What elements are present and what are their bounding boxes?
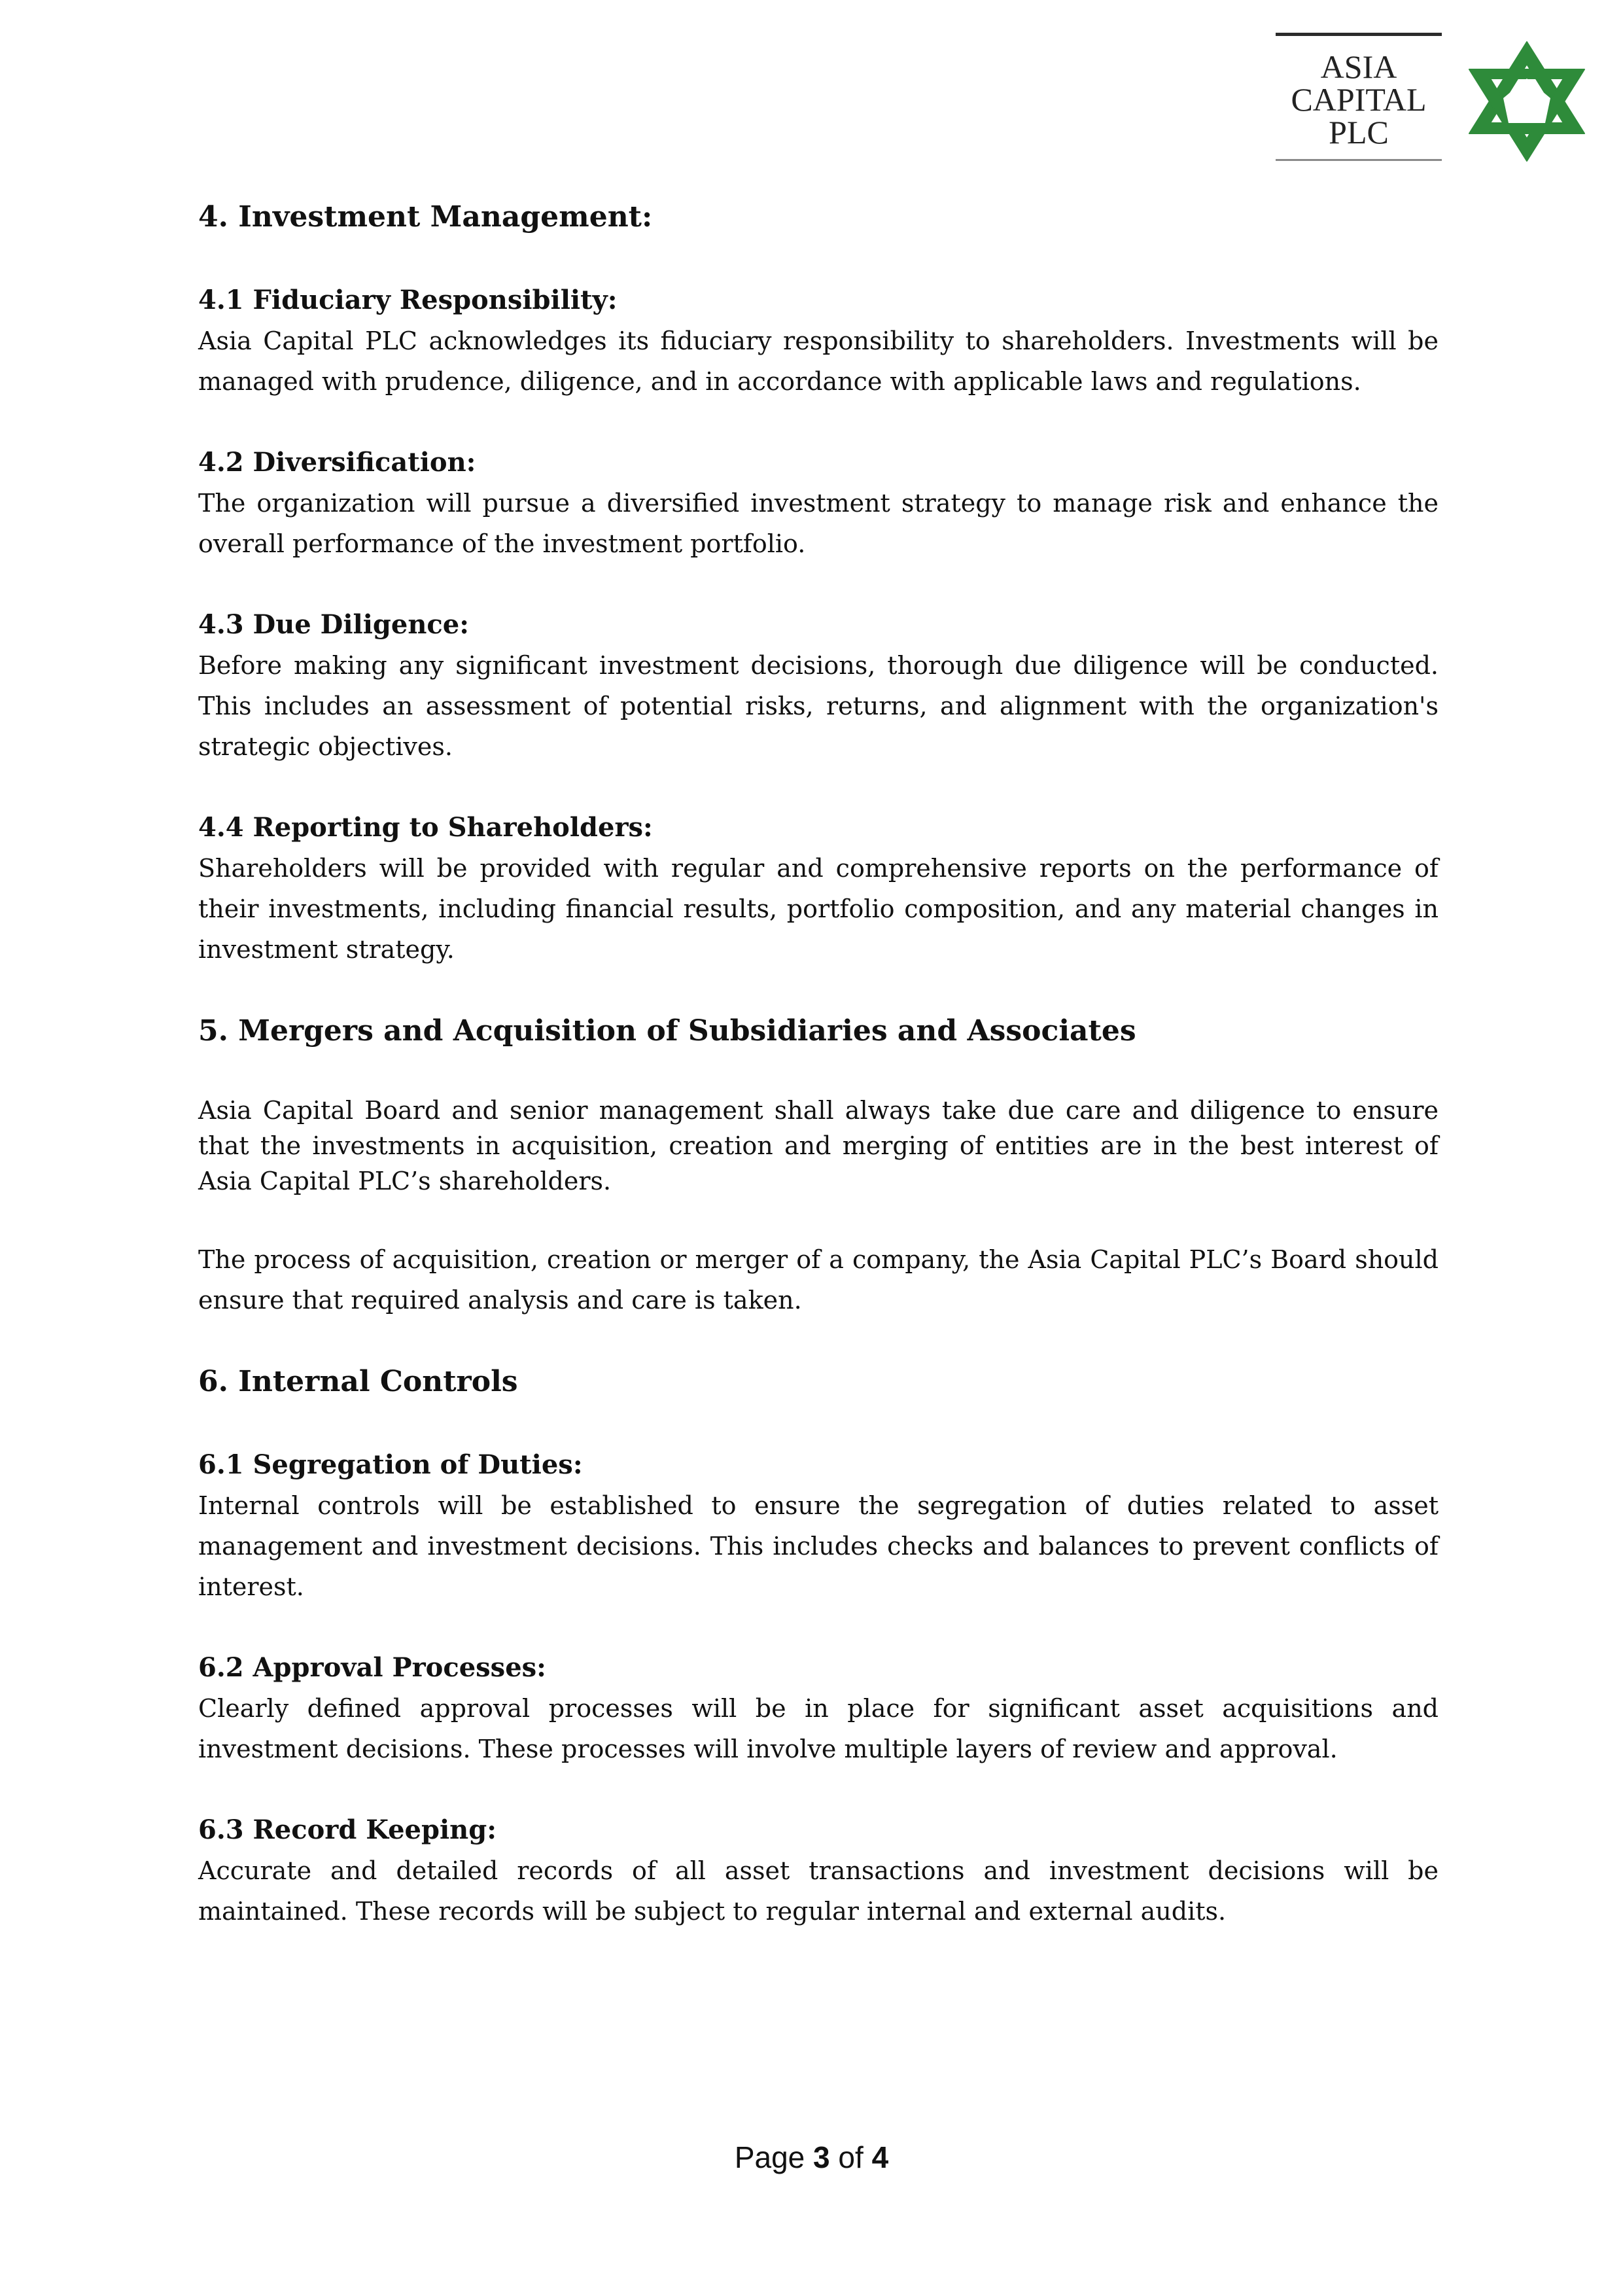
- star-of-david-icon: [1467, 38, 1587, 164]
- section-4-4-title: 4.4 Reporting to Shareholders:: [198, 812, 653, 843]
- logo-line-2: CAPITAL: [1291, 81, 1427, 118]
- section-4-3-body: Before making any significant investment decisions, thorough due diligence will be conducted. This includes an assessment of potential risks, returns, and alignment with the organization's strategic objectives.: [198, 651, 1439, 761]
- logo-line-1: ASIA: [1320, 48, 1397, 85]
- section-4-2-title: 4.2 Diversification:: [198, 447, 476, 478]
- section-5-title: 5. Mergers and Acquisition of Subsidiaries and Associates: [198, 1014, 1136, 1048]
- logo-wordmark: [1276, 33, 1442, 161]
- section-4-2-body: The organization will pursue a diversified investment strategy to manage risk and enhance the overall performance of the investment portfolio.: [198, 489, 1439, 558]
- section-6-3-body: Accurate and detailed records of all asset transactions and investment decisions will be maintained. These records will be subject to regular internal and external audits.: [198, 1856, 1439, 1926]
- section-5-paragraph-2: The process of acquisition, creation or merger of a company, the Asia Capital PLC’s Board should ensure that required analysis and care is taken.: [198, 1245, 1439, 1315]
- section-6-2-body: Clearly defined approval processes will be in place for significant asset acquisitions and investment decisions. These processes will involve multiple layers of review and approval.: [198, 1694, 1439, 1763]
- section-4-4-body: Shareholders will be provided with regular and comprehensive reports on the performance of their investments, including financial results, portfolio composition, and any material changes in investment strategy.: [198, 854, 1439, 964]
- document-body: [198, 196, 1439, 1932]
- section-6-1-body: Internal controls will be established to ensure the segregation of duties related to asset management and investment decisions. This includes checks and balances to prevent conflicts of interest.: [198, 1491, 1439, 1601]
- logo-line-3: PLC: [1329, 114, 1389, 150]
- section-6-1-title: 6.1 Segregation of Duties:: [198, 1449, 583, 1480]
- section-4-title: 4. Investment Management:: [198, 200, 653, 234]
- page-of-word: of: [838, 2140, 864, 2174]
- section-6-title: 6. Internal Controls: [198, 1365, 518, 1398]
- page-total: 4: [871, 2140, 889, 2174]
- company-logo: [1276, 33, 1590, 164]
- page-current: 3: [813, 2140, 830, 2174]
- section-5-paragraph-1: Asia Capital Board and senior management shall always take due care and diligence to ensure that the investments in acquisition, creation and merging of entities are in the best interest of Asia Capital PLC’s shareholders.: [198, 1096, 1439, 1195]
- section-4-1-title: 4.1 Fiduciary Responsibility:: [198, 285, 618, 315]
- section-6-2-title: 6.2 Approval Processes:: [198, 1652, 546, 1683]
- page-number: [0, 2140, 1623, 2175]
- section-6-3-title: 6.3 Record Keeping:: [198, 1814, 497, 1845]
- section-4-1-body: Asia Capital PLC acknowledges its fiduciary responsibility to shareholders. Investments will be managed with prudence, diligence, and in accordance with applicable laws and regulations.: [198, 327, 1439, 396]
- page-word: Page: [734, 2140, 805, 2174]
- section-4-3-title: 4.3 Due Diligence:: [198, 609, 470, 640]
